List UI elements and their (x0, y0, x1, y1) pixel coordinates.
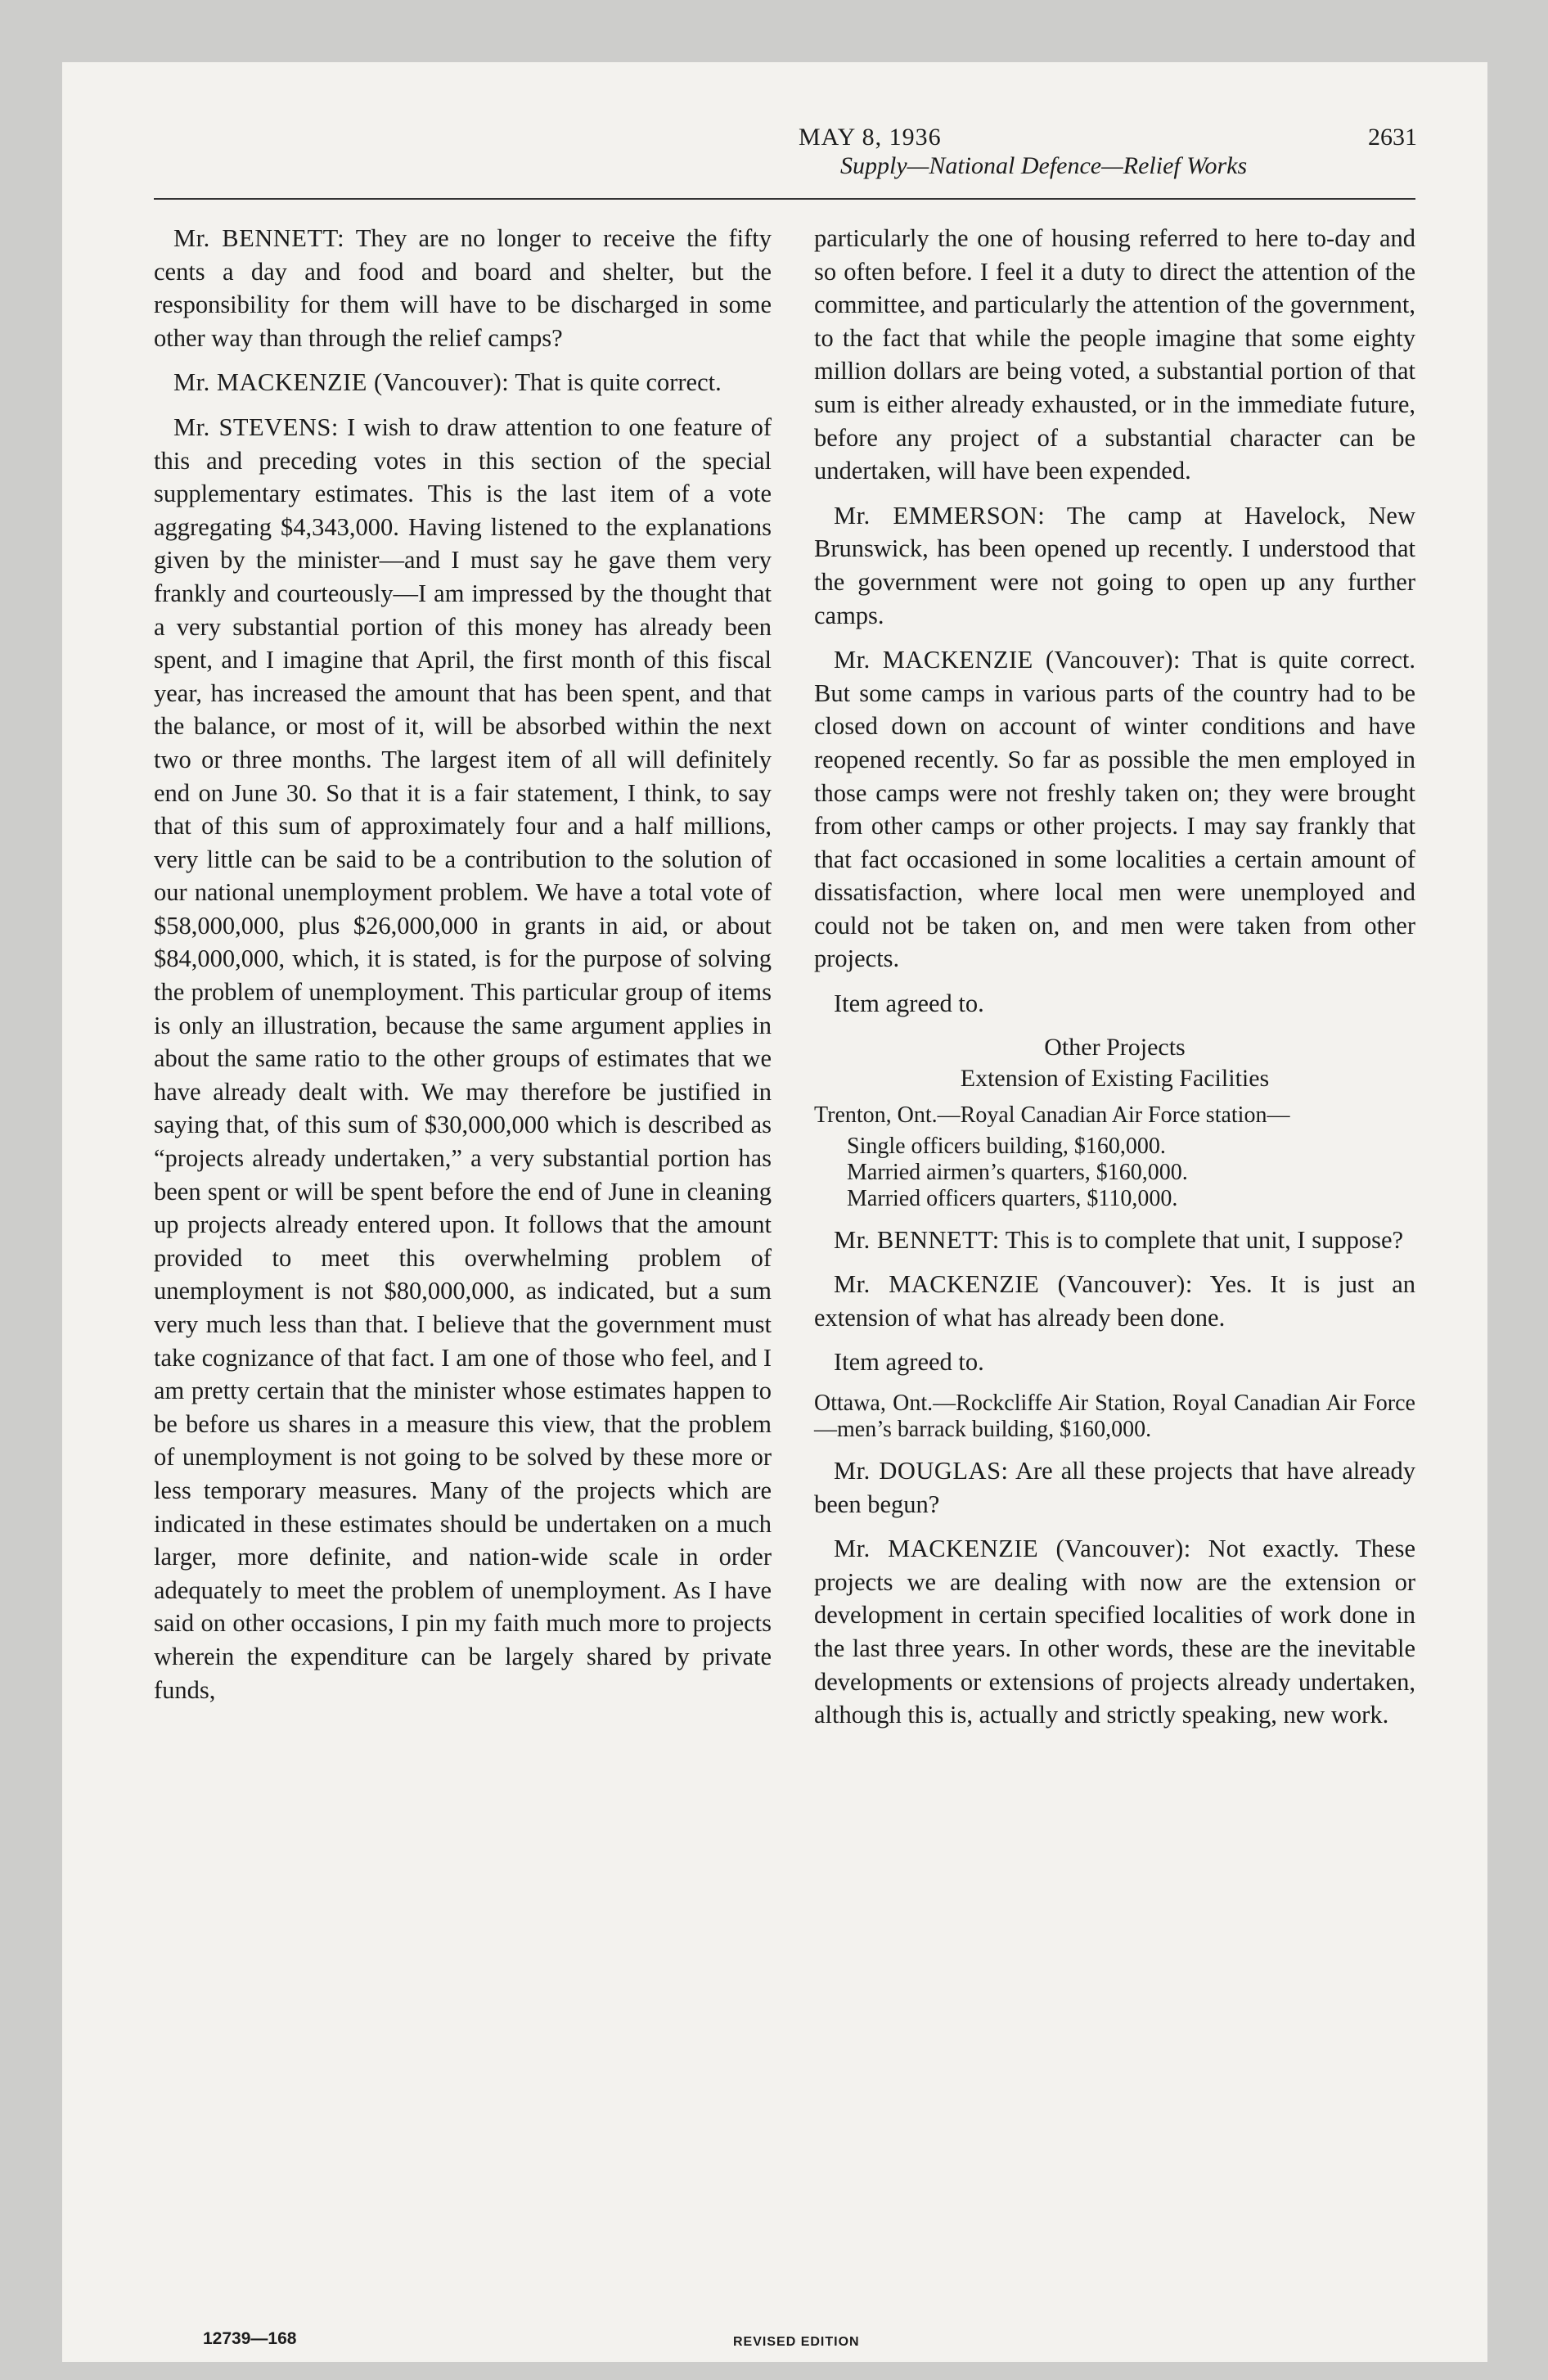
page-number: 2631 (1368, 124, 1417, 151)
estimate-subitem: Single officers building, $160,000. (847, 1133, 1166, 1159)
footer-reference: 12739—168 (203, 2329, 297, 2348)
speech-paragraph (814, 499, 1415, 632)
speech-paragraph (814, 643, 1415, 976)
speaker-name: Mr. EMMERSON: (834, 501, 1046, 530)
speech-text: Not exactly. These projects we are dealing with now are the extension or development in certain specified localities of work done in the last three years. In other words, these are the inevitable developments or extensions of projects already undertaken, although this is, actually and strictly speaking, new work. (814, 1535, 1416, 1729)
speech-paragraph (154, 222, 772, 354)
header-subtitle: Supply—National Defence—Relief Works (840, 152, 1248, 179)
section-subheading: Extension of Existing Facilities (960, 1064, 1270, 1092)
speech-text: That is quite correct. But some camps in various parts of the country had to be closed down on account of winter conditions and have reopened recently. So far as possible the men employed in those camps were not freshly taken on; they were brought from other camps or other projects. I may say frankly that that fact occasioned in some localities a certain amount of dissatisfaction, where local men were unemployed and could not be taken on, and men were taken from other projects. (814, 646, 1416, 973)
speech-paragraph (154, 366, 772, 399)
speaker-name: Mr. DOUGLAS: (834, 1457, 1009, 1485)
speech-paragraph (814, 1532, 1415, 1732)
right-column (814, 222, 1415, 1743)
estimate-subitem: Married airmen’s quarters, $160,000. (847, 1159, 1188, 1185)
hansard-page (62, 62, 1487, 2362)
left-column (154, 222, 772, 1718)
speech-paragraph (814, 1454, 1415, 1521)
estimate-subitem: Married officers quarters, $110,000. (847, 1185, 1178, 1211)
section-heading: Other Projects (1044, 1033, 1186, 1061)
continued-paragraph: particularly the one of housing referred to here to-day and so often before. I feel it a duty to direct the attention of the committee, and particularly the attention of the government, to the fact that while the people imagine that some eighty million dollars are being voted, a substantial portion of that sum is either already exhausted, or in the immediate future, before any project of a substantial character can be undertaken, will have been expended. (814, 224, 1415, 485)
footer-edition: REVISED EDITION (733, 2335, 860, 2349)
speech-text: They are no longer to receive the fifty cents a day and food and board and shelter, but the responsibility for them will have to be discharged in some other way than through the relief camps? (154, 224, 772, 352)
speech-text: Yes. It is just an extension of what has already been done. (814, 1270, 1415, 1332)
header-rule (154, 198, 1415, 200)
speech-text: I wish to draw attention to one feature of this and preceding votes in this section of the special supplementary estimates. This is the last item of a vote aggregating $4,343,000. Having listened to the explanations given by the minister—and I must say he gave them very frankly and courteously—I am impressed by the thought that a very substantial portion of this money has already been spent, and I imagine that April, the first month of this fiscal year, has increased the amount that has been spent, and that the balance, or most of it, will be absorbed within the next two or three months. The largest item of all will definitely end on June 30. So that it is a fair statement, I think, to say that of this sum of approximately four and a half millions, very little can be said to be a contribution to the solution of our national unemployment problem. We have a total vote of $58,000,000, plus $26,000,000 in grants in aid, or about $84,000,000, which, it is stated, is for the purpose of solving the problem of unemployment. This particular group of items is only an illustration, because the same argument applies in about the same ratio to the other groups of estimates that we have already dealt with. We may therefore be justified in saying that, of this sum of $30,000,000 which is described as “projects already undertaken,” a very substantial portion has been spent or will be spent before the end of June in cleaning up projects already entered upon. It follows that the amount provided to meet this overwhelming problem of unemployment is not $80,000,000, as indicated, but a sum very much less than that. I believe that the government must take cognizance of that fact. I am one of those who feel, and I am pretty certain that the minister whose estimates happen to be before us shares in a measure this view, that the problem of unemployment is not going to be solved by these more or less temporary measures. Many of the projects which are indicated in these estimates should be undertaken on a much larger, more definite, and nation-wide scale in order adequately to meet the problem of unemployment. As I have said on other occasions, I pin my faith much more to projects wherein the expenditure can be largely shared by private funds, (154, 412, 772, 1704)
speaker-name: Mr. MACKENZIE (Vancouver): (834, 1535, 1191, 1563)
speech-text: This is to complete that unit, I suppose? (1005, 1225, 1404, 1254)
speaker-name: Mr. BENNETT: (834, 1225, 1000, 1254)
speech-text: That is quite correct. (515, 368, 722, 397)
speech-paragraph (814, 1224, 1415, 1257)
speaker-name: Mr. BENNETT: (173, 224, 345, 252)
speaker-name: Mr. MACKENZIE (Vancouver): (834, 646, 1181, 674)
speech-paragraph (154, 411, 772, 1706)
speech-text: Are all these projects that have already been begun? (814, 1457, 1415, 1518)
speaker-name: Mr. STEVENS: (173, 412, 339, 441)
speech-text: The camp at Havelock, New Brunswick, has been opened up recently. I understood that the government were not going to open up any further camps. (814, 501, 1415, 629)
speaker-name: Mr. MACKENZIE (Vancouver): (173, 368, 510, 397)
estimate-item: Ottawa, Ont.—Rockcliffe Air Station, Royal Canadian Air Force—men’s barrack building, $160,000. (814, 1391, 1415, 1443)
speaker-name: Mr. MACKENZIE (Vancouver): (834, 1270, 1193, 1299)
item-agreed: Item agreed to. (834, 989, 984, 1018)
item-agreed: Item agreed to. (834, 1348, 984, 1377)
estimate-item: Trenton, Ont.—Royal Canadian Air Force station— (814, 1102, 1290, 1128)
header-date: MAY 8, 1936 (799, 124, 942, 151)
speech-paragraph (814, 1268, 1415, 1334)
